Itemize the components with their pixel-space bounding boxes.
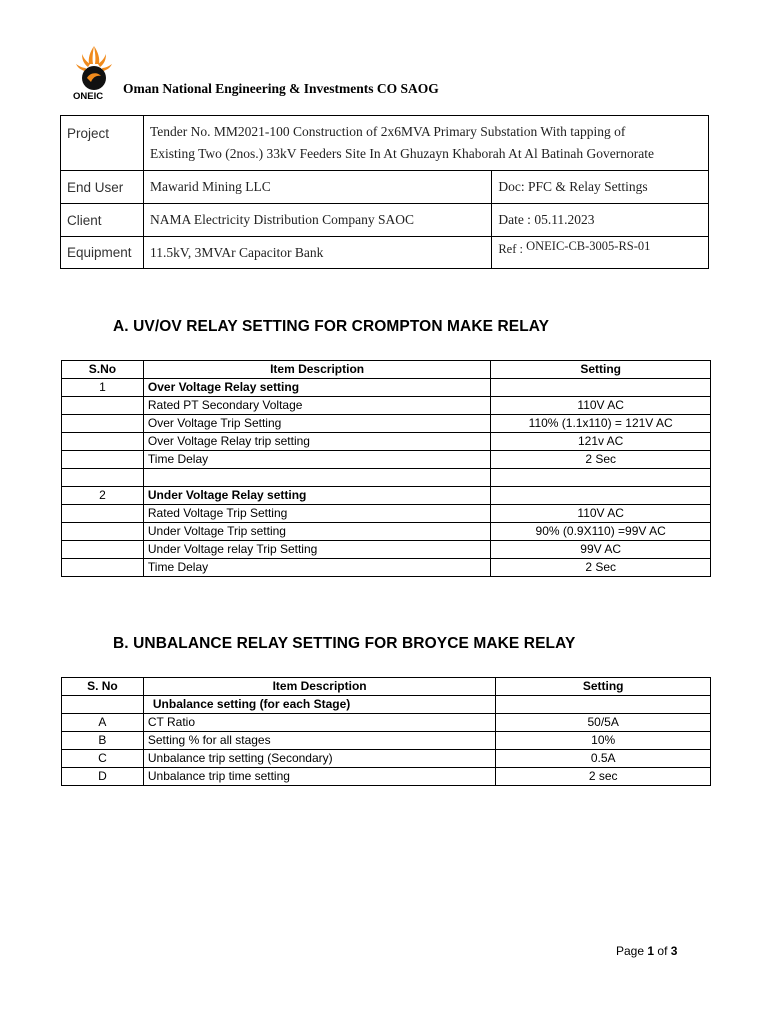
cell-description: Setting % for all stages [143,732,495,750]
table-row [62,768,711,786]
col-header-description: Item Description [143,361,490,379]
cell-sno [62,523,144,541]
document-info-table [60,115,709,269]
cell-sno [62,397,144,415]
project-row [61,116,709,171]
page-total: 3 [670,944,678,958]
empty-cell [496,696,711,714]
table-row [62,415,711,433]
cell-setting: 99V AC [491,541,711,559]
cell-setting: 110V AC [491,397,711,415]
project-line-1: Tender No. MM2021-100 Construction of 2x6MVA Primary Substation With tapping of [149,124,626,139]
cell-setting: 90% (0.9X110) =99V AC [491,523,711,541]
cell-description: Over Voltage Relay setting [143,379,490,397]
table-row [62,505,711,523]
unbalance-subheader: Unbalance setting (for each Stage) [143,696,495,714]
client-row [61,204,709,237]
cell-sno: D [62,768,144,786]
cell-setting [491,469,711,487]
ref-number: ONEIC-CB-3005-RS-01 [526,239,651,253]
cell-setting [491,487,711,505]
section-a-title: A. UV/OV RELAY SETTING FOR CROMPTON MAKE RELAY [113,318,550,335]
end-user-row [61,171,709,204]
cell-sno [62,415,144,433]
col-header-sno: S. No [62,678,144,696]
company-name: Oman National Engineering & Investments CO SAOG [123,81,439,96]
project-value [143,116,708,171]
table-row [62,469,711,487]
equipment-value: 11.5kV, 3MVAr Capacitor Bank [143,237,491,269]
col-header-setting: Setting [491,361,711,379]
table-header-row [62,678,711,696]
empty-cell [62,696,144,714]
cell-setting: 10% [496,732,711,750]
end-user-value: Mawarid Mining LLC [143,171,491,204]
table-header-row [62,361,711,379]
company-logo [70,42,118,104]
table-row [62,523,711,541]
cell-sno [62,559,144,577]
client-value: NAMA Electricity Distribution Company SAOC [143,204,491,237]
cell-description [143,469,490,487]
table-row [62,714,711,732]
cell-setting: 2 sec [496,768,711,786]
cell-setting: 2 Sec [491,559,711,577]
col-header-description: Item Description [143,678,495,696]
table-subheader-row [62,696,711,714]
unbalance-relay-table [61,677,711,786]
cell-sno [62,541,144,559]
doc-value: Doc: PFC & Relay Settings [492,171,709,204]
cell-setting: 0.5A [496,750,711,768]
cell-description: Unbalance trip time setting [143,768,495,786]
cell-sno [62,451,144,469]
cell-setting [491,379,711,397]
cell-description: Rated Voltage Trip Setting [143,505,490,523]
table-row [62,559,711,577]
cell-sno [62,433,144,451]
cell-description: Over Voltage Relay trip setting [143,433,490,451]
cell-description: Time Delay [143,559,490,577]
cell-description: Under Voltage relay Trip Setting [143,541,490,559]
cell-description: Unbalance trip setting (Secondary) [143,750,495,768]
col-header-setting: Setting [496,678,711,696]
ref-value [492,237,709,269]
cell-description: Under Voltage Relay setting [143,487,490,505]
table-row [62,750,711,768]
cell-sno: A [62,714,144,732]
date-value: Date : 05.11.2023 [492,204,709,237]
page-word: Page [616,944,645,958]
cell-description: CT Ratio [143,714,495,732]
cell-description: Rated PT Secondary Voltage [143,397,490,415]
page-number [616,944,677,958]
table-row [62,541,711,559]
equipment-row [61,237,709,269]
cell-sno: C [62,750,144,768]
cell-setting: 110% (1.1x110) = 121V AC [491,415,711,433]
cell-setting: 121v AC [491,433,711,451]
cell-setting: 50/5A [496,714,711,732]
cell-description: Over Voltage Trip Setting [143,415,490,433]
cell-setting: 110V AC [491,505,711,523]
ref-key: Ref : [498,242,523,256]
table-row [62,451,711,469]
project-label: Project [61,116,144,171]
end-user-label: End User [61,171,144,204]
table-row [62,732,711,750]
cell-sno: 2 [62,487,144,505]
col-header-sno: S.No [62,361,144,379]
uv-ov-relay-table [61,360,711,577]
equipment-label: Equipment [61,237,144,269]
project-line-2: Existing Two (2nos.) 33kV Feeders Site In At Ghuzayn Khaborah At Al Batinah Governorate [149,146,654,161]
table-row [62,433,711,451]
cell-description: Time Delay [143,451,490,469]
cell-setting: 2 Sec [491,451,711,469]
client-label: Client [61,204,144,237]
cell-sno: 1 [62,379,144,397]
page-current: 1 [647,944,655,958]
table-row [62,487,711,505]
cell-sno [62,469,144,487]
table-row [62,397,711,415]
table-row [62,379,711,397]
cell-description: Under Voltage Trip setting [143,523,490,541]
cell-sno: B [62,732,144,750]
section-b-title: B. UNBALANCE RELAY SETTING FOR BROYCE MAKE RELAY [113,635,576,652]
cell-sno [62,505,144,523]
logo-text: ONEIC [73,91,104,102]
page-of-word: of [657,944,668,958]
